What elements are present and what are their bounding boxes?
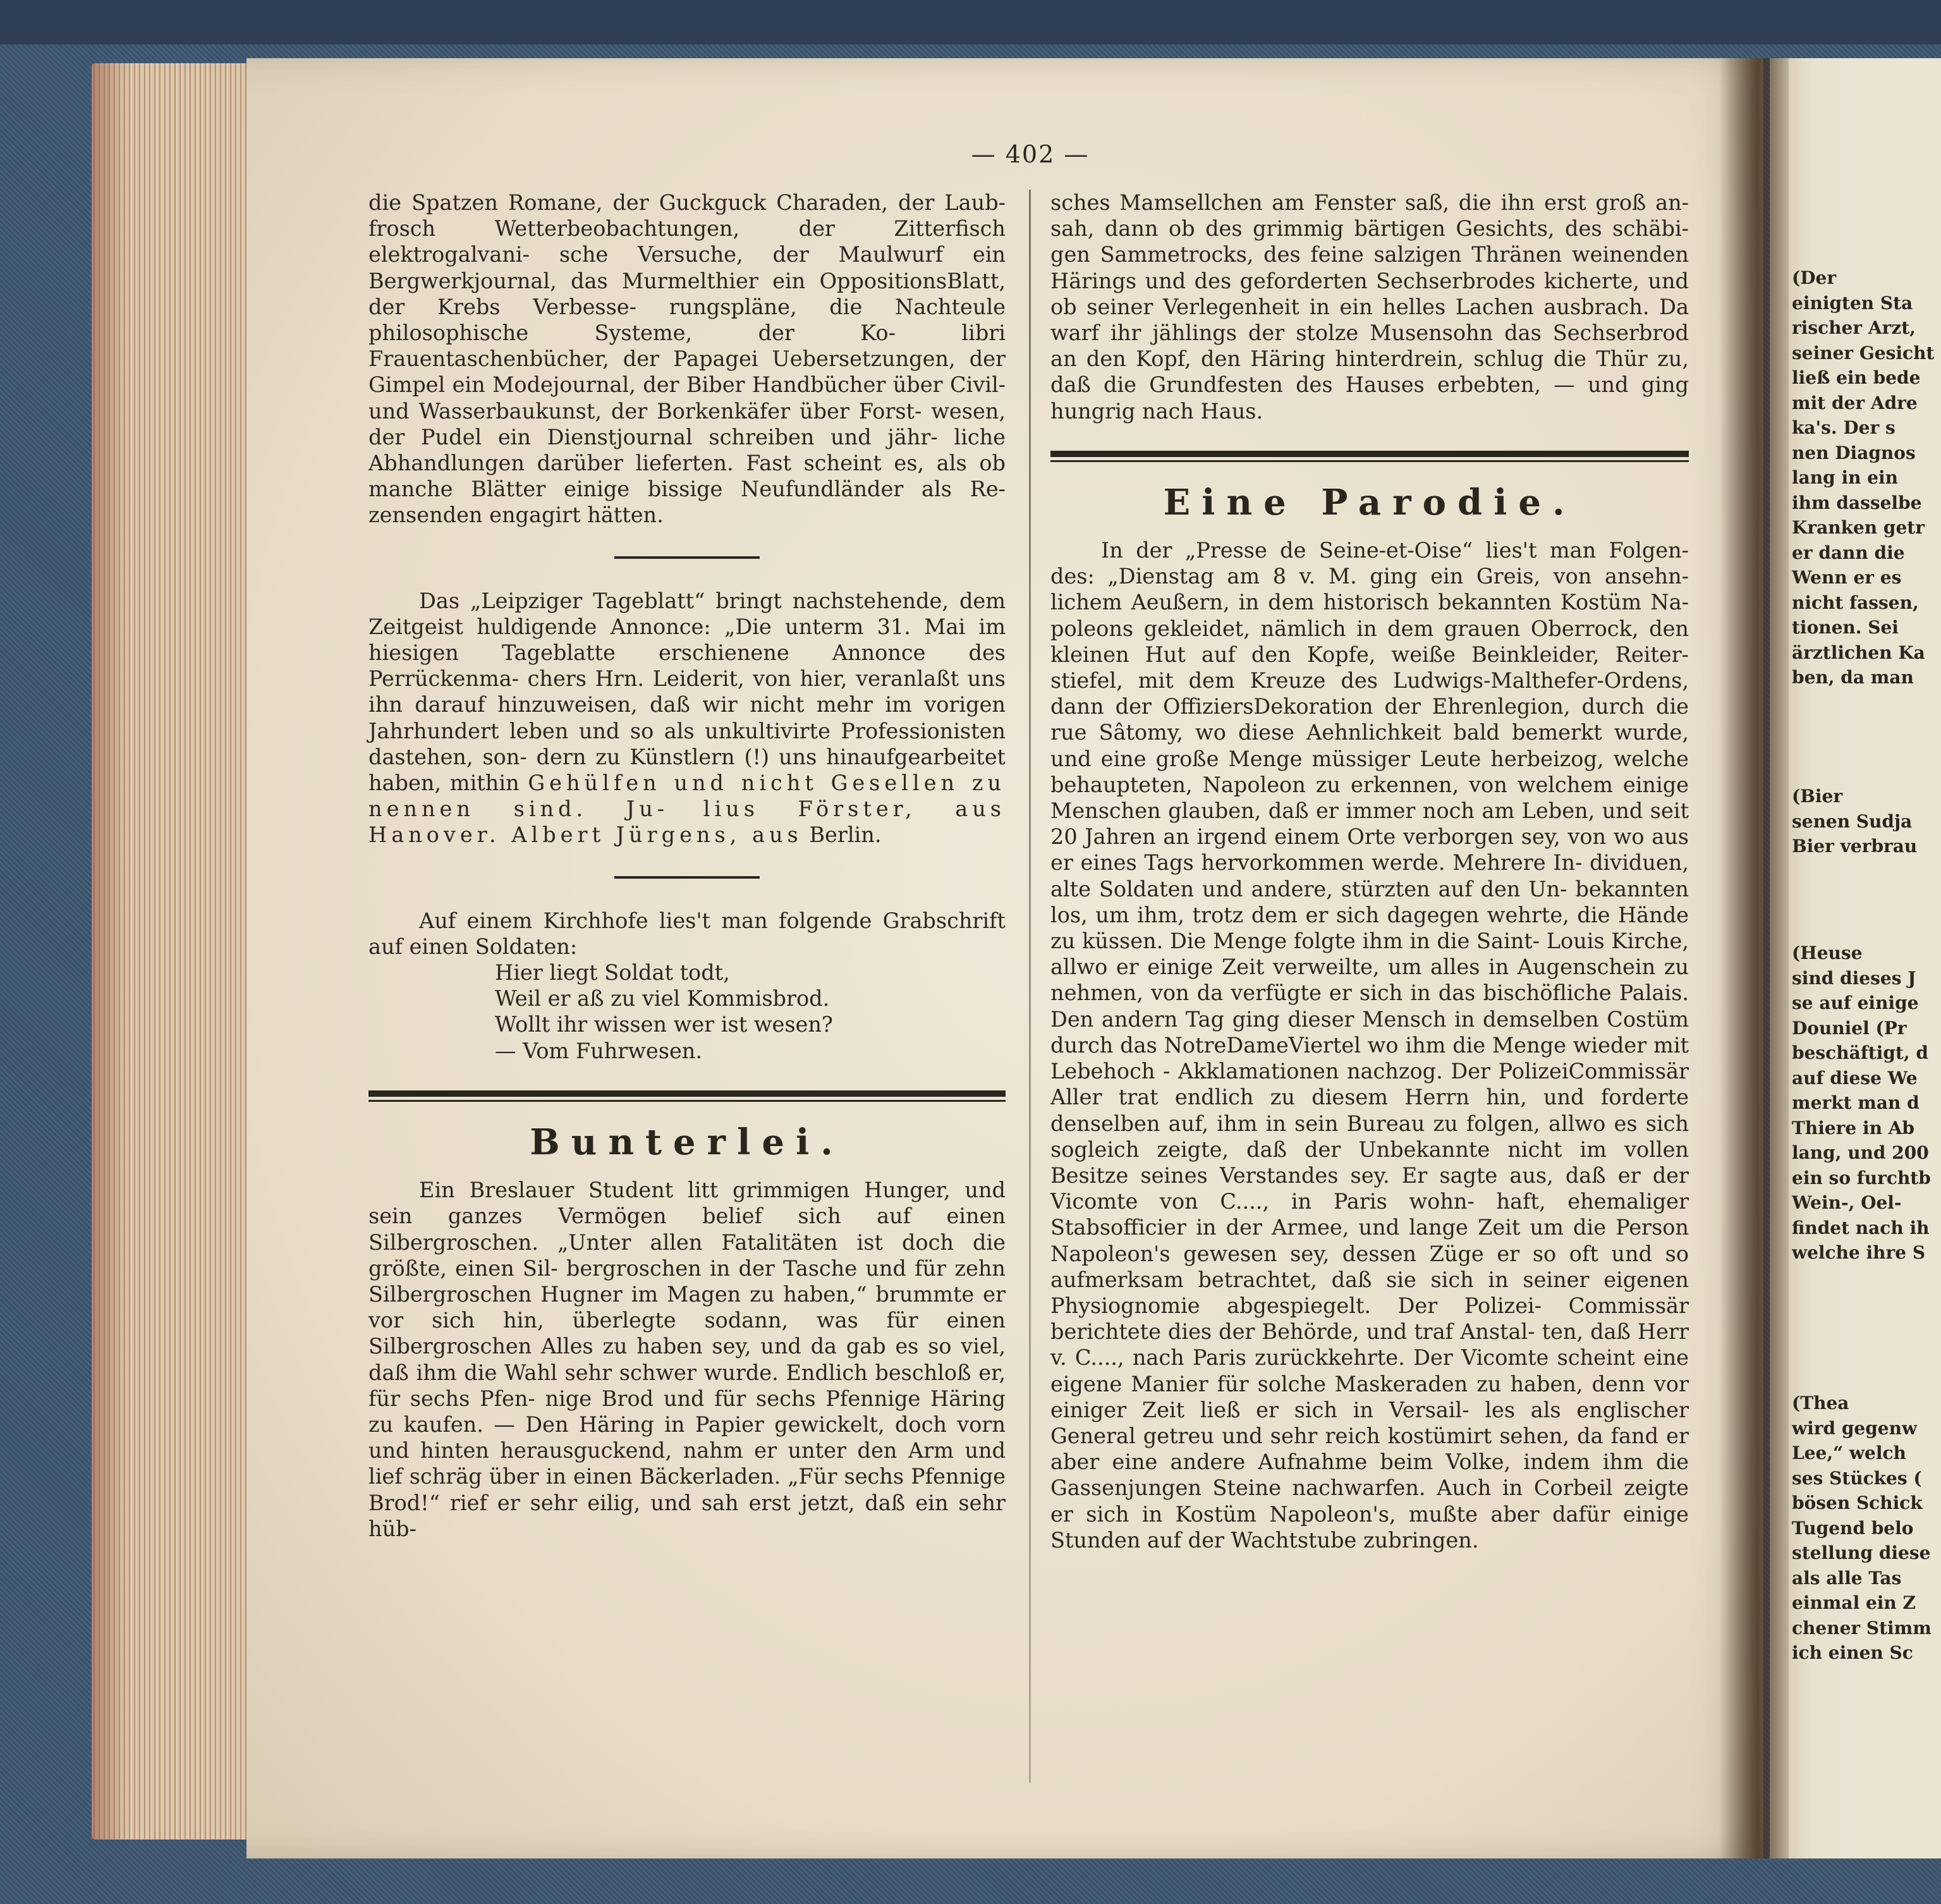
text-line: zu haben, denn vor einiger Zeit ließ er sich in Versail- <box>1050 1371 1689 1422</box>
fragment-line: (Bier <box>1792 786 1843 807</box>
fragment-line: Douniel (Pr <box>1792 1017 1907 1039</box>
text-line: kleinen Hut auf den Kopfe, weiße Beinkleider, Reiter- <box>1050 642 1689 667</box>
text-line: haben sey, und da gab es so viel, daß ihm die Wahl <box>368 1334 1006 1385</box>
text-line: rief er sehr eilig, und sah erst jetzt, daß ein sehr hüb- <box>368 1490 1006 1541</box>
fragment-line: als alle Tas <box>1792 1567 1902 1589</box>
fragment-line: (Der <box>1792 267 1837 288</box>
fragment-line: Lee,“ welch <box>1792 1443 1906 1463</box>
fragment-line: (Heuse <box>1792 943 1863 963</box>
text-line: Auf einem Kirchhofe lies't man folgende Grabschrift <box>419 908 1006 933</box>
text-line: Menschen glauben, daß er immer noch am Leben, und seit <box>1050 798 1689 824</box>
text-line: Civil- und Wasserbaukunst, der Borkenkäfer über Forst- <box>368 372 1006 424</box>
text-line: nicht im vollen Besitze seines Verstandes sey. Er sagte <box>1050 1137 1689 1188</box>
text-line: aus, daß er der Vicomte von C...., in Paris wohn- <box>1050 1163 1689 1214</box>
section-title-bunterlei: Bunterlei. <box>530 1121 844 1163</box>
text-line: die Menge wieder mit Lebehoch - Akklamationen nachzog. <box>1050 1032 1689 1084</box>
text-line: wesen, der Pudel ein Dienstjournal schreiben und jähr- <box>368 398 1006 449</box>
text-line: sehen, da fand er aber eine andere Aufnahme beim Volke, <box>1050 1423 1689 1475</box>
text-line: sein ganzes Vermögen belief sich auf einen Silbergroschen. <box>368 1204 1006 1255</box>
text-line: Berlin. <box>809 822 882 848</box>
fragment-line: findet nach ih <box>1792 1217 1930 1238</box>
text-line: an den Kopf, den Häring hinterdrein, schlug die Thür <box>1050 346 1648 372</box>
fragment-line: stellung diese <box>1792 1542 1931 1563</box>
text-line: in Augenschein zu nehmen, von da verfügte er sich in das <box>1050 955 1689 1006</box>
right-column <box>1050 190 1689 1553</box>
fragment-line: se auf einige <box>1792 992 1919 1013</box>
fragment-line: bösen Schick <box>1792 1492 1923 1513</box>
article-breslauer-student <box>368 1177 1006 1542</box>
text-line: bergroschen in der Tasche und für zehn Silbergroschen <box>368 1255 1006 1307</box>
fragment-line: chener Stimm <box>1792 1617 1932 1639</box>
text-line: Vicomte scheint eine eigene Manier für solche Maskeraden <box>1050 1345 1689 1396</box>
text-line: In der „Presse de Seine-et-Oise“ lies't man Folgen- <box>1101 538 1689 563</box>
page-number: — 402 — <box>971 140 1090 168</box>
fragment-line: merkt man d <box>1792 1092 1920 1113</box>
text-line: gen Sammetrocks, des feine salzigen Thränen weinenden <box>1050 242 1689 267</box>
separator-rule <box>614 876 760 879</box>
fragment-line: ihm dasselbe <box>1792 492 1922 513</box>
article-animals-journals <box>368 190 1006 528</box>
text-line: herausguckend, nahm er unter den Arm und lief schräg <box>368 1438 1006 1489</box>
text-line: sah, dann ob des grimmig bärtigen Gesichts, des schäbi- <box>1050 216 1689 241</box>
text-line: des: „Dienstag am 8 v. M. ging ein Greis, von ansehn- <box>1050 564 1689 589</box>
fragment-line: tionen. Sei <box>1792 617 1899 638</box>
text-line: nige Brod und für sechs Pfennige Häring zu kaufen. — <box>368 1386 1006 1437</box>
text-line: Hugner im Magen zu haben,“ brummte er vor sich hin, <box>368 1281 1006 1333</box>
text-line: die Spatzen Romane, der Guckguck Charaden, der Laub- <box>368 190 1006 215</box>
text-line: Murmelthier ein OppositionsBlatt, der Krebs Verbesse- <box>368 268 1006 319</box>
fragment-line: lang, und 200 <box>1792 1142 1929 1163</box>
text-line: frosch Wetterbeobachtungen, der Zitterfisch elektrogalvani- <box>368 216 1006 267</box>
fragment-line: beschäftigt, d <box>1792 1042 1928 1063</box>
text-line: Zeit um die Person Napoleon's gewesen sey, dessen Züge <box>1050 1215 1689 1266</box>
text-line: und eine große Menge müssiger Leute herbeizog, welche <box>1050 746 1689 771</box>
fragment-line: Kranken getr <box>1792 517 1925 538</box>
column-rule <box>1029 190 1031 1783</box>
text-line: lichem Aeußern, in dem historisch bekannten Kostüm Na- <box>1050 590 1689 615</box>
text-line: zu, daß die Grundfesten des Hauses erbebten, — und <box>1050 346 1689 398</box>
right-page-fragment-2 <box>1792 784 1941 859</box>
text-line: rungspläne, die Nachteule philosophische Systeme, der Ko- <box>368 294 1006 346</box>
text-line: bischöfliche Palais. Den andern Tag ging dieser Mensch <box>1050 980 1689 1032</box>
fragment-line: mit der Adre <box>1792 392 1918 413</box>
text-line: 20 Jahren an irgend einem Orte verborgen sey, von wo <box>1050 824 1645 850</box>
fragment-line: ich einen Sc <box>1792 1642 1913 1663</box>
fragment-line: Thiere in Ab <box>1792 1117 1915 1138</box>
text-line: der Gimpel ein Modejournal, der Biber Handbücher über <box>368 346 1006 398</box>
article-grabschrift <box>368 908 1006 960</box>
fragment-line: ließ ein bede <box>1792 367 1921 388</box>
section-divider <box>1050 451 1689 462</box>
poem-line: — Vom Fuhrwesen. <box>495 1038 702 1063</box>
article-napoleon-parodie <box>1050 537 1689 1553</box>
right-page-fragment-3 <box>1792 941 1941 1266</box>
text-line: in demselben Costüm durch das NotreDameViertel wo ihm <box>1050 1006 1689 1058</box>
page-edges <box>92 63 250 1840</box>
text-line: Härings und des geforderten Sechserbrodes kicherte, und <box>1050 268 1689 293</box>
text-line: über in einen Bäckerladen. „Für sechs Pfennige Brod!“ <box>368 1464 1006 1515</box>
epitaph-poem <box>495 960 1006 1064</box>
text-line: Gehülfen und nicht Gesellen zu nennen sind. Ju- <box>368 771 1006 822</box>
fragment-line: ka's. Der s <box>1792 417 1895 438</box>
text-line: folgen, allwo es sich sogleich zeigte, daß der Unbekannte <box>1050 1111 1689 1162</box>
text-line: warf ihr jählings der stolze Musensohn das Sechserbrod <box>1050 320 1689 346</box>
fragment-line: einmal ein Z <box>1792 1592 1916 1613</box>
text-line: zensenden engagirt hätten. <box>368 503 664 528</box>
fragment-line: sind dieses J <box>1792 967 1916 989</box>
text-line: chers Hrn. Leiderit, von hier, veranlaßt uns ihn darauf <box>368 666 1006 717</box>
fragment-line: Wenn er es <box>1792 567 1902 588</box>
section-divider <box>368 1090 1006 1102</box>
text-line: leben und so als unkultivirte Professionisten dastehen, son- <box>368 718 1006 769</box>
text-line: liche Abhandlungen darüber lieferten. Fast scheint es, als <box>368 424 1006 476</box>
fragment-line: ärztlichen Ka <box>1792 642 1925 663</box>
fragment-line: nen Diagnos <box>1792 442 1916 463</box>
text-line: Den Häring in Papier gewickelt, doch vorn und hinten <box>368 1412 1006 1463</box>
fragment-line: Tugend belo <box>1792 1517 1914 1539</box>
left-column <box>368 190 1006 1542</box>
text-line: sche Versuche, der Maulwurf ein Bergwerkjournal, das <box>368 242 1006 293</box>
text-line: ging hungrig nach Haus. <box>1050 372 1689 424</box>
text-line: dafür einige Stunden auf der Wachtstube zubringen. <box>1050 1501 1689 1553</box>
fragment-line: ein so furchtb <box>1792 1167 1931 1188</box>
text-line: auf einen Soldaten: <box>368 934 578 959</box>
text-line: rue Sâtomy, wo diese Aehnlichkeit bald bemerkt wurde, <box>1050 720 1689 745</box>
poem-line: Hier liegt Soldat todt, <box>495 960 730 986</box>
fragment-line: auf diese We <box>1792 1067 1918 1089</box>
fragment-line: Bier verbrau <box>1792 836 1918 857</box>
text-line: Commissär berichtete dies der Behörde, und traf Anstal- <box>1050 1293 1689 1345</box>
book-gutter <box>1719 58 1789 1858</box>
text-line: haft, ehemaliger Stabsofficier in der Armee, und lange <box>1050 1189 1689 1240</box>
text-line: poleons gekleidet, nämlich in dem grauen Oberrock, den <box>1050 616 1689 641</box>
text-line: ten, daß Herr v. C...., nach Paris zurückkehrte. Der <box>1050 1319 1689 1370</box>
article-breslauer-student-continued <box>1050 190 1689 424</box>
fragment-line: nicht fassen, <box>1792 592 1919 613</box>
text-line: seiner eigenen Physiognomie abgespiegelt. Der Polizei- <box>1050 1267 1689 1318</box>
text-line: hin, und forderte denselben auf, ihm in sein Bureau zu <box>1050 1085 1689 1136</box>
text-line: ob manche Blätter einige bissige Neufundländer als Re- <box>368 451 1006 502</box>
section-title-parodie: Eine Parodie. <box>1163 481 1576 523</box>
fragment-line: ses Stückes ( <box>1792 1467 1922 1489</box>
poem-line: Weil er aß zu viel Kommisbrod. <box>495 986 830 1011</box>
text-line: „Unter allen Fatalitäten ist doch die größte, einen Sil- <box>368 1230 1006 1281</box>
text-line: Der PolizeiCommissär Aller trat endlich zu diesem Herrn <box>1050 1059 1689 1110</box>
text-line: überlegte sodann, was für einen Silbergroschen Alles zu <box>368 1308 1006 1359</box>
fragment-line: einigten Sta <box>1792 292 1913 314</box>
fragment-line: wird gegenw <box>1792 1417 1918 1439</box>
text-line: dann der OffiziersDekoration der Ehrenlegion, durch die <box>1050 694 1689 719</box>
right-page-fragment-1 <box>1792 265 1941 690</box>
fragment-line: rischer Arzt, <box>1792 317 1916 338</box>
text-line: Das „Leipziger Tageblatt“ bringt nachstehende, dem <box>419 588 1006 613</box>
text-line: stiefel, mit dem Kreuze des Ludwigs-Malthefer-Ordens, <box>1050 668 1689 693</box>
text-line: sches Mamsellchen am Fenster saß, die ihn erst groß an- <box>1050 190 1689 215</box>
text-line: Ein Breslauer Student litt grimmigen Hunger, und <box>419 1178 1006 1203</box>
separator-rule <box>614 556 760 559</box>
poem-line: Wollt ihr wissen wer ist wesen? <box>495 1012 833 1037</box>
fragment-line: welche ihre S <box>1792 1242 1926 1263</box>
text-line: hiesigen Tageblatte erschienene Annonce des Perrückenma- <box>368 640 1006 692</box>
text-line: lius Förster, aus Hanover. Albert Jürgens, aus <box>368 796 1006 848</box>
text-line: die Hände zu küssen. Die Menge folgte ihm in die Saint- <box>1050 902 1689 954</box>
text-line: Zeitgeist huldigende Annonce: „Die unterm 31. Mai im <box>368 614 1006 639</box>
text-line: Louis Kirche, allwo er einige Zeit verweilte, um alles <box>1050 929 1689 980</box>
fragment-line: lang in ein <box>1792 467 1899 488</box>
article-leipziger-tageblatt <box>368 588 1006 848</box>
text-line: behaupteten, Napoleon zu erkennen, von welchem einige <box>1050 772 1689 797</box>
text-line: sehr schwer wurde. Endlich beschloß er, für sechs Pfen- <box>368 1360 1006 1411</box>
fragment-line: (Thea <box>1792 1393 1849 1413</box>
text-line: er so oft und so aufmerksam betrachtet, daß sie sich in <box>1050 1241 1689 1292</box>
text-line: indem ihm die Gassenjungen Steine nachwarfen. Auch <box>1050 1449 1689 1501</box>
fragment-line: er dann die <box>1792 542 1905 563</box>
text-line: hinzuweisen, daß wir nicht mehr im vorigen Jahrhundert <box>368 692 1006 743</box>
text-line: in Corbeil zeigte er sich in Kostüm Napoleon's, mußte aber <box>1050 1475 1689 1527</box>
right-page-fragment-4 <box>1792 1391 1941 1666</box>
text-line: dern zu Künstlern (!) uns hinaufgearbeitet haben, mithin <box>368 744 1006 796</box>
fragment-line: senen Sudja <box>1792 810 1913 832</box>
text-line: bekannten los, um ihm, trotz dem er sich dagegen wehrte, <box>1050 876 1689 927</box>
fragment-line: seiner Gesicht <box>1792 342 1935 363</box>
text-line: dividuen, alte Soldaten und andere, stürzten auf den Un- <box>1050 850 1689 901</box>
fragment-line: ben, da man <box>1792 667 1914 688</box>
fragment-line: Wein-, Oel- <box>1792 1192 1902 1213</box>
text-line: les als englischer General getreu und sehr reich kostümirt <box>1050 1397 1689 1448</box>
text-line: aus er eines Tags hervorkommen werde. Mehrere In- <box>1050 824 1689 876</box>
text-line: ob seiner Verlegenheit in ein helles Lachen ausbrach. Da <box>1050 294 1689 319</box>
text-line: libri Frauentaschenbücher, der Papagei Uebersetzungen, <box>368 320 1006 372</box>
